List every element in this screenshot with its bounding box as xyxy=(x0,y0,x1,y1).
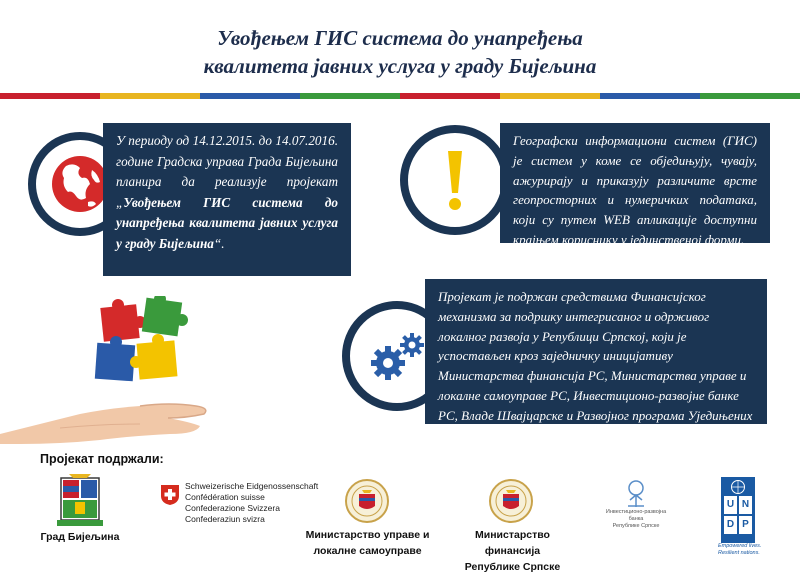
period-panel xyxy=(103,123,351,276)
bank-line-2: Републике Српске xyxy=(612,523,660,529)
stripe-segment xyxy=(700,93,800,99)
undp-logo xyxy=(721,477,755,543)
ministry-admin-line-2: локалне самоуправе xyxy=(313,545,422,557)
undp-letter: D xyxy=(724,516,737,534)
exclamation-icon xyxy=(408,133,502,227)
title-line-2: квалитета јавних услуга у граду Бијељина xyxy=(203,54,597,78)
ministry-finance-line-2: Републике Српске xyxy=(464,561,561,573)
page-title xyxy=(0,24,800,80)
bank-logo-icon xyxy=(622,478,650,508)
ministry-admin-caption xyxy=(305,527,430,559)
support-text: Пројекат је подржан средствима Финансијског механизма за подршку интегрисаног и одрживог локалног развоја у Републици Српској, који је успостављен кроз заједничку иницијативу Министарства финансија РС, Министарства управе и локалне самоуправе РС, Инвестиционо-развојне банке РС, Владе Швајцарске и Развојног програма Уједињених нација (UNDP) у БиХ. xyxy=(438,289,753,443)
stripe-segment xyxy=(500,93,600,99)
bank-line-1: Инвестиционо-развојна банка xyxy=(605,509,667,522)
ministry-finance-line-1: Министарство финансија xyxy=(475,529,550,557)
stripe-segment xyxy=(200,93,300,99)
bijeljina-caption: Град Бијељина xyxy=(40,531,120,543)
undp-tagline-2: Resilient nations. xyxy=(718,549,760,556)
undp-tagline-1: Empowered lives. xyxy=(718,543,762,549)
stripe-segment xyxy=(600,93,700,99)
ministry-admin-emblem-icon xyxy=(344,478,390,524)
swiss-line-4: Confederaziun svizra xyxy=(185,514,265,524)
hand-icon xyxy=(0,384,222,444)
undp-letter: U xyxy=(724,496,737,514)
stripe-segment xyxy=(400,93,500,99)
ministry-finance-emblem-icon xyxy=(488,478,534,524)
supporters-heading: Пројекат подржали: xyxy=(40,452,164,466)
swiss-shield-icon xyxy=(160,484,180,506)
swiss-line-2: Confédération suisse xyxy=(185,492,265,502)
project-name: Увођењем ГИС система до унапређења квалитета јавних услуга у граду Бијељина xyxy=(116,194,338,251)
swiss-line-1: Schweizerische Eidgenossenschaft xyxy=(185,481,319,491)
ministry-admin-line-1: Министарство управе и xyxy=(305,529,430,541)
period-text: У периоду од 14.12.2015. до 14.07.2016. године Градска управа Града Бијељина планира да реализује пројекат „ xyxy=(116,133,338,210)
stripe-segment xyxy=(300,93,400,99)
gis-panel xyxy=(500,123,770,247)
support-panel xyxy=(425,279,767,443)
color-stripe xyxy=(0,93,800,99)
ministry-finance-caption xyxy=(450,527,575,575)
stripe-segment xyxy=(0,93,100,99)
stripe-segment xyxy=(100,93,200,99)
swiss-confederation-text xyxy=(185,481,318,525)
bank-caption xyxy=(600,509,672,530)
swiss-line-3: Confederazione Svizzera xyxy=(185,503,280,513)
un-emblem-icon xyxy=(721,479,755,495)
gis-text: Географски информациони систем (ГИС) је систем у коме се обједињују, чувају, ажурирају и приказују различите врсте геопросторних и нумеричких података, који су путем WEB апликације доступни крајњем кориснику у јединственој форми. xyxy=(513,133,757,247)
undp-letter: N xyxy=(739,496,752,514)
period-text-end: “. xyxy=(213,235,225,251)
exclamation-badge xyxy=(400,125,510,235)
undp-tagline xyxy=(718,543,761,556)
undp-letter: P xyxy=(739,516,752,534)
puzzle-icon xyxy=(90,296,200,392)
title-line-1: Увођењем ГИС система до унапређења xyxy=(217,26,583,50)
bijeljina-coat-of-arms-icon xyxy=(55,472,105,528)
